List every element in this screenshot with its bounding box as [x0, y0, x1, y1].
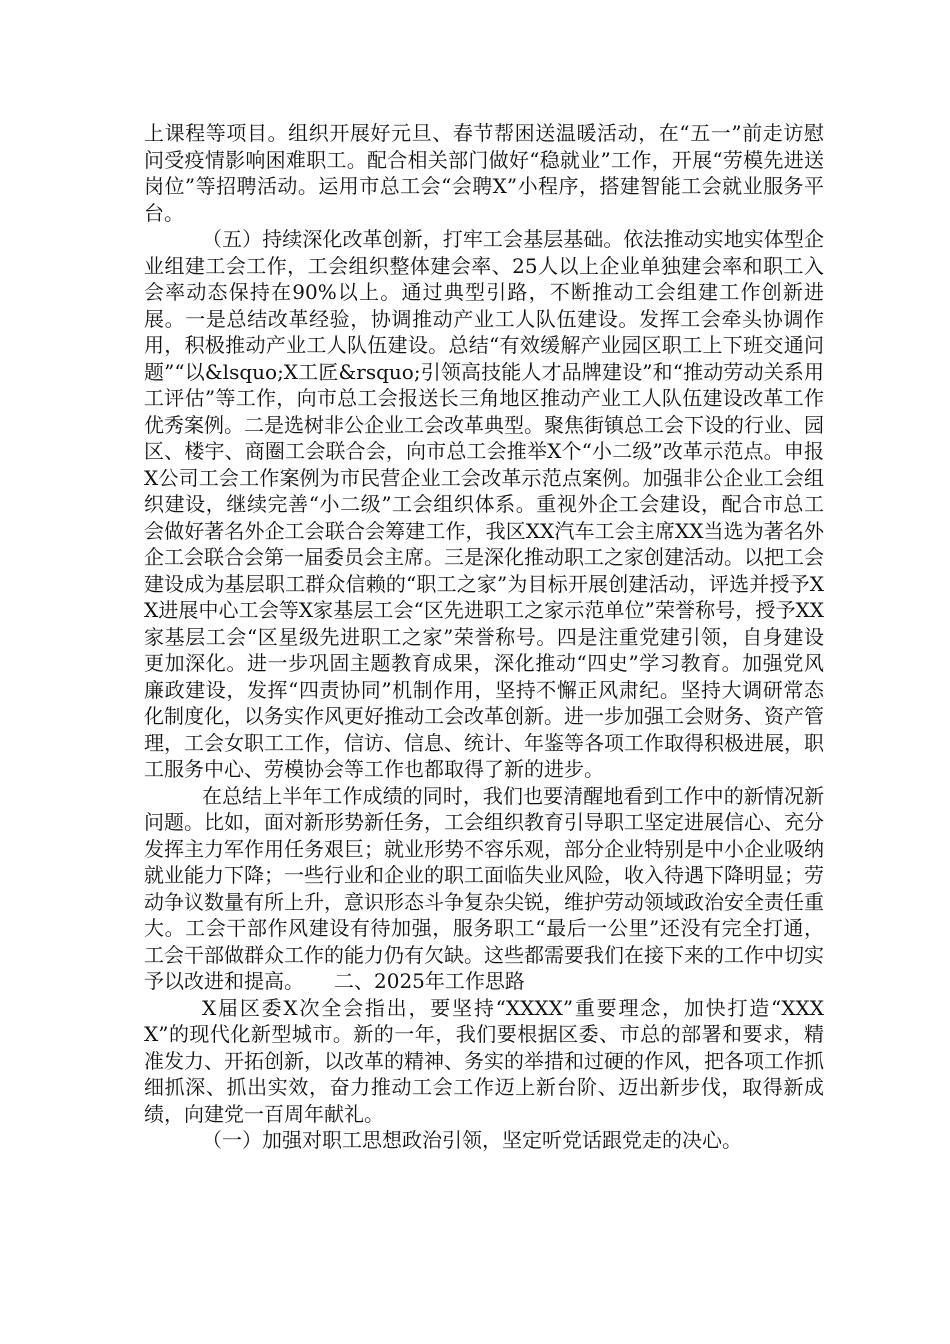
- paragraph-continuation: 上课程等项目。组织开展好元旦、春节帮困送温暖活动，在“五一”前走访慰问受疫情影响困难职工。配合相关部门做好“稳就业”工作，开展“劳模先进送岗位”等招聘活动。运用市总工会“会聘X”小程序，搭建智能工会就业服务平台。: [144, 121, 824, 225]
- paragraph-2025-plan: X届区委X次全会指出，要坚持“XXXX”重要理念，加快打造“XXXX”的现代化新型城市。新的一年，我们要根据区委、市总的部署和要求，精准发力、开拓创新，以改革的精神、务实的举措和过硬的作风，把各项工作抓细抓深、抓出实效，奋力推动工会工作迈上新台阶、迈出新步伐，取得新成绩，向建党一百周年献礼。: [144, 995, 824, 1126]
- paragraph-reform-innovation: （五）持续深化改革创新，打牢工会基层基础。依法推动实地实体型企业组建工会工作，工会组织整体建会率、25人以上企业单独建会率和职工入会率动态保持在90%以上。通过典型引路，不断推动工会组建工作创新进展。一是总结改革经验，协调推动产业工人队伍建设。发挥工会牵头协调作用，积极推动产业工人队伍建设。总结“有效缓解产业园区职工上下班交通问题”“以&lsquo;X工匠&rsquo;引领高技能人才品牌建设”和“推动劳动关系用工评估”等工作，向市总工会报送长三角地区推动产业工人队伍建设改革工作优秀案例。二是选树非公企业工会改革典型。聚焦街镇总工会下设的行业、园区、楼宇、商圈工会联合会，向市总工会推举X个“小二级”改革示范点。申报X公司工会工作案例为市民营企业工会改革示范点案例。加强非公企业工会组织建设，继续完善“小二级”工会组织体系。重视外企工会建设，配合市总工会做好著名外企工会联合会筹建工作，我区XX汽车工会主席XX当选为著名外企工会联合会第一届委员会主席。三是深化推动职工之家创建活动。以把工会建设成为基层职工群众信赖的“职工之家”为目标开展创建活动，评选并授予XX进展中心工会等X家基层工会“区先进职工之家示范单位”荣誉称号，授予XX家基层工会“区星级先进职工之家”荣誉称号。四是注重党建引领，自身建设更加深化。进一步巩固主题教育成果，深化推动“四史”学习教育。加强党风廉政建设，发挥“四责协同”机制作用，坚持不懈正风肃纪。坚持大调研常态化制度化，以务实作风更好推动工会改革创新。进一步加强工会财务、资产管理，工会女职工工作，信访、信息、统计、年鉴等各项工作取得积极进展，职工服务中心、劳模协会等工作也都取得了新的进步。: [144, 227, 824, 781]
- document-body: [144, 120, 824, 1154]
- paragraph-problems-and-outlook: 在总结上半年工作成绩的同时，我们也要清醒地看到工作中的新情况新问题。比如，面对新形势新任务，工会组织教育引导职工坚定进展信心、充分发挥主力军作用任务艰巨；就业形势不容乐观，部分企业特别是中小企业吸纳就业能力下降；一些行业和企业的职工面临失业风险，收入待遇下降明显；劳动争议数量有所上升，意识形态斗争复杂尖锐，维护劳动领域政治安全责任重大。工会干部作风建设有待加强，服务职工“最后一公里”还没有完全打通，工会干部做群众工作的能力仍有欠缺。这些都需要我们在接下来的工作中切实予以改进和提高。 二、2025年工作思路: [144, 783, 824, 993]
- paragraph-section-one-heading: （一）加强对职工思想政治引领，坚定听党话跟党走的决心。: [202, 1128, 742, 1152]
